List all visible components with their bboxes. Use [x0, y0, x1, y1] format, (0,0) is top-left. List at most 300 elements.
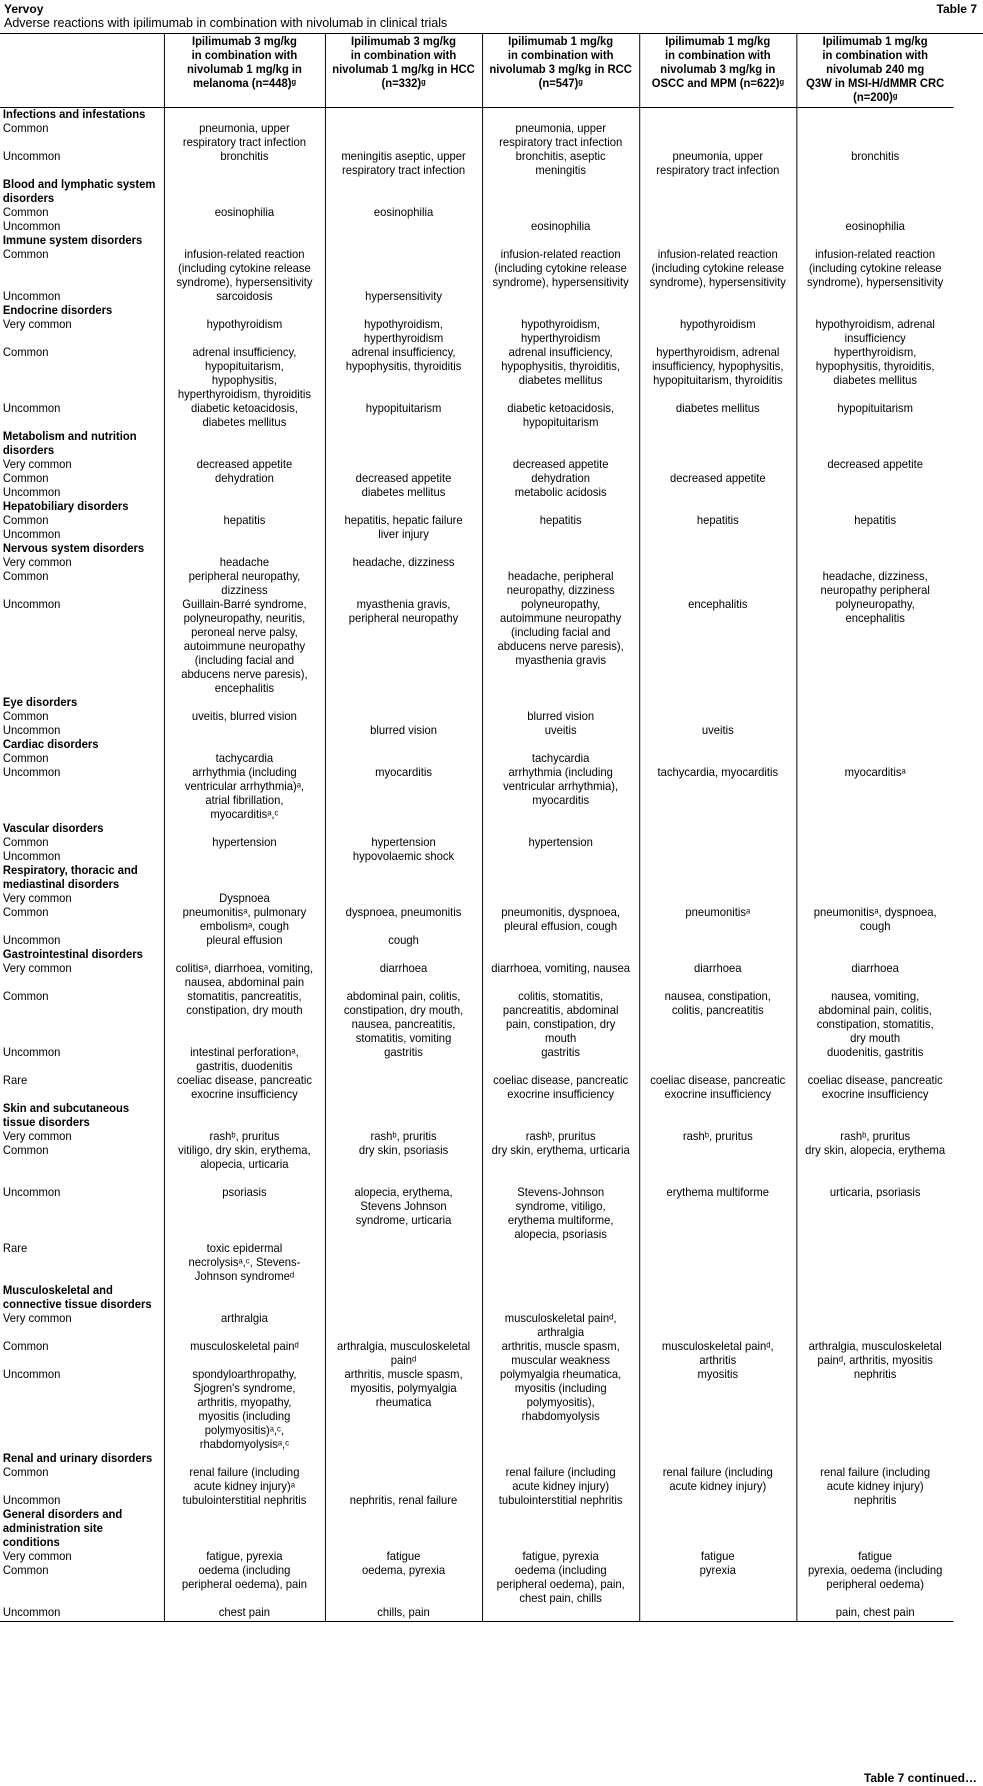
cell-crc: renal failure (including acute kidney injury): [796, 1466, 953, 1494]
frequency-label: Common: [2, 1466, 49, 1479]
cell-rcc: [482, 864, 639, 892]
cell-oscc-mpm: [639, 570, 796, 598]
cell-crc: [796, 1452, 953, 1466]
cell-hcc: [325, 1242, 482, 1284]
cell-rcc: diabetic ketoacidosis, hypopituitarism: [482, 402, 639, 430]
table-row: [0, 514, 954, 528]
table-row: [0, 1144, 954, 1186]
cell-melanoma: uveitis, blurred vision: [164, 710, 325, 724]
cell-oscc-mpm: decreased appetite: [639, 472, 796, 486]
table-row: [0, 906, 954, 934]
cell-oscc-mpm: [639, 1494, 796, 1508]
cell-melanoma: infusion-related reaction (including cytokine release syndrome), hypersensitivity: [164, 248, 325, 290]
section-row: [0, 304, 954, 318]
cell-melanoma: intestinal perforationᵃ, gastritis, duodenitis: [164, 1046, 325, 1074]
frequency-label: Very common: [2, 318, 72, 331]
cell-oscc-mpm: hyperthyroidism, adrenal insufficiency, hypophysitis, hypopituitarism, thyroiditis: [639, 346, 796, 402]
section-row: [0, 108, 954, 123]
section-heading: Metabolism and nutrition disorders: [2, 430, 137, 457]
cell-crc: [796, 178, 953, 206]
frequency-label: Uncommon: [2, 290, 61, 303]
cell-oscc-mpm: renal failure (including acute kidney injury): [639, 1466, 796, 1494]
frequency-label: Very common: [2, 962, 72, 975]
cell-crc: coeliac disease, pancreatic exocrine insufficiency: [796, 1074, 953, 1102]
frequency-label: Common: [2, 472, 49, 485]
cell-hcc: myasthenia gravis, peripheral neuropathy: [325, 598, 482, 696]
cell-oscc-mpm: hypothyroidism: [639, 318, 796, 346]
cell-rcc: dry skin, erythema, urticaria: [482, 1144, 639, 1186]
cell-crc: hypothyroidism, adrenal insufficiency: [796, 318, 953, 346]
cell-crc: fatigue: [796, 1550, 953, 1564]
frequency-label: Uncommon: [2, 402, 61, 415]
cell-oscc-mpm: hepatitis: [639, 514, 796, 528]
cell-rcc: oedema (including peripheral oedema), pain, chest pain, chills: [482, 1564, 639, 1606]
table-row: [0, 766, 954, 822]
cell-crc: [796, 290, 953, 304]
section-row: [0, 822, 954, 836]
table-row: [0, 836, 954, 850]
cell-hcc: [325, 1284, 482, 1312]
cell-oscc-mpm: nausea, constipation, colitis, pancreatitis: [639, 990, 796, 1046]
cell-crc: [796, 724, 953, 738]
frequency-label: Uncommon: [2, 724, 61, 737]
cell-oscc-mpm: uveitis: [639, 724, 796, 738]
cell-hcc: abdominal pain, colitis, constipation, dry mouth, nausea, pancreatitis, stomatitis, vomiting: [325, 990, 482, 1046]
cell-oscc-mpm: encephalitis: [639, 598, 796, 696]
cell-melanoma: bronchitis: [164, 150, 325, 178]
frequency-label: Common: [2, 1144, 49, 1157]
cell-crc: [796, 1284, 953, 1312]
cell-melanoma: [164, 1284, 325, 1312]
cell-hcc: [325, 108, 482, 123]
cell-melanoma: oedema (including peripheral oedema), pain: [164, 1564, 325, 1606]
frequency-label: Uncommon: [2, 220, 61, 233]
cell-rcc: Stevens-Johnson syndrome, vitiligo, erythema multiforme, alopecia, psoriasis: [482, 1186, 639, 1242]
cell-oscc-mpm: [639, 1606, 796, 1622]
cell-hcc: [325, 122, 482, 150]
cell-oscc-mpm: [639, 836, 796, 850]
cell-hcc: [325, 1466, 482, 1494]
cell-melanoma: [164, 542, 325, 556]
cell-crc: [796, 1102, 953, 1130]
cell-crc: [796, 892, 953, 906]
frequency-label: Uncommon: [2, 850, 61, 863]
cell-hcc: gastritis: [325, 1046, 482, 1074]
cell-melanoma: diabetic ketoacidosis, diabetes mellitus: [164, 402, 325, 430]
cell-oscc-mpm: [639, 1144, 796, 1186]
table-row: [0, 934, 954, 948]
cell-oscc-mpm: [639, 206, 796, 220]
frequency-label: Common: [2, 248, 49, 261]
cell-hcc: [325, 1102, 482, 1130]
cell-rcc: pneumonia, upper respiratory tract infection: [482, 122, 639, 150]
cell-melanoma: [164, 500, 325, 514]
section-row: [0, 1508, 954, 1550]
cell-oscc-mpm: [639, 1242, 796, 1284]
cell-crc: myocarditisᵃ: [796, 766, 953, 822]
cell-melanoma: pleural effusion: [164, 934, 325, 948]
cell-crc: [796, 1242, 953, 1284]
cell-hcc: [325, 430, 482, 458]
cell-oscc-mpm: diabetes mellitus: [639, 402, 796, 430]
cell-rcc: [482, 1508, 639, 1550]
frequency-label: Uncommon: [2, 1186, 61, 1199]
cell-rcc: [482, 304, 639, 318]
cell-hcc: rashᵇ, pruritis: [325, 1130, 482, 1144]
frequency-label: Common: [2, 514, 49, 527]
cell-crc: nausea, vomiting, abdominal pain, colitis, constipation, stomatitis, dry mouth: [796, 990, 953, 1046]
table-row: [0, 850, 954, 864]
frequency-label: Uncommon: [2, 150, 61, 163]
cell-crc: pneumonitisᵃ, dyspnoea, cough: [796, 906, 953, 934]
cell-rcc: [482, 542, 639, 556]
table-row: [0, 1186, 954, 1242]
cell-oscc-mpm: [639, 220, 796, 234]
cell-crc: infusion-related reaction (including cytokine release syndrome), hypersensitivity: [796, 248, 953, 290]
cell-oscc-mpm: pyrexia: [639, 1564, 796, 1606]
section-row: [0, 696, 954, 710]
cell-oscc-mpm: [639, 304, 796, 318]
cell-crc: diarrhoea: [796, 962, 953, 990]
cell-hcc: blurred vision: [325, 724, 482, 738]
cell-melanoma: adrenal insufficiency, hypopituitarism, hypophysitis, hyperthyroidism, thyroiditis: [164, 346, 325, 402]
section-row: [0, 1284, 954, 1312]
cell-oscc-mpm: pneumonitisᵃ: [639, 906, 796, 934]
cell-rcc: tachycardia: [482, 752, 639, 766]
cell-hcc: diarrhoea: [325, 962, 482, 990]
cell-hcc: [325, 864, 482, 892]
cell-crc: [796, 472, 953, 486]
section-heading: Blood and lymphatic system disorders: [2, 178, 156, 205]
cell-rcc: diarrhoea, vomiting, nausea: [482, 962, 639, 990]
cell-crc: hyperthyroidism, hypophysitis, thyroiditis, diabetes mellitus: [796, 346, 953, 402]
cell-melanoma: pneumonitisᵃ, pulmonary embolismᵃ, cough: [164, 906, 325, 934]
cell-hcc: eosinophilia: [325, 206, 482, 220]
cell-oscc-mpm: diarrhoea: [639, 962, 796, 990]
frequency-label: Common: [2, 836, 49, 849]
cell-hcc: [325, 304, 482, 318]
cell-oscc-mpm: myositis: [639, 1368, 796, 1452]
cell-oscc-mpm: [639, 892, 796, 906]
section-heading: Cardiac disorders: [2, 738, 99, 751]
cell-rcc: dehydration: [482, 472, 639, 486]
frequency-label: Rare: [2, 1242, 28, 1255]
cell-oscc-mpm: [639, 430, 796, 458]
cell-hcc: dyspnoea, pneumonitis: [325, 906, 482, 934]
cell-oscc-mpm: [639, 178, 796, 206]
frequency-label: Uncommon: [2, 1046, 61, 1059]
cell-rcc: coeliac disease, pancreatic exocrine insufficiency: [482, 1074, 639, 1102]
cell-crc: [796, 948, 953, 962]
cell-melanoma: vitiligo, dry skin, erythema, alopecia, urticaria: [164, 1144, 325, 1186]
cell-oscc-mpm: [639, 486, 796, 500]
section-heading: Hepatobiliary disorders: [2, 500, 129, 513]
section-row: [0, 500, 954, 514]
cell-melanoma: [164, 1102, 325, 1130]
cell-melanoma: [164, 1508, 325, 1550]
cell-rcc: pneumonitis, dyspnoea, pleural effusion, cough: [482, 906, 639, 934]
cell-crc: [796, 206, 953, 220]
table-row: [0, 206, 954, 220]
cell-hcc: hepatitis, hepatic failure: [325, 514, 482, 528]
frequency-label: Very common: [2, 1550, 72, 1563]
frequency-label: Uncommon: [2, 598, 61, 611]
section-row: [0, 234, 954, 248]
table-row: [0, 402, 954, 430]
cell-hcc: adrenal insufficiency, hypophysitis, thyroiditis: [325, 346, 482, 402]
cell-crc: [796, 556, 953, 570]
section-row: [0, 948, 954, 962]
cell-rcc: [482, 892, 639, 906]
section-heading: Renal and urinary disorders: [2, 1452, 153, 1465]
section-heading: Gastrointestinal disorders: [2, 948, 143, 961]
cell-crc: [796, 234, 953, 248]
cell-crc: decreased appetite: [796, 458, 953, 472]
frequency-label: Uncommon: [0, 1606, 164, 1622]
table-row: [0, 122, 954, 150]
cell-hcc: [325, 822, 482, 836]
frequency-label: Very common: [2, 556, 72, 569]
frequency-label: Common: [2, 206, 49, 219]
cell-hcc: [325, 710, 482, 724]
section-row: [0, 1452, 954, 1466]
table-row: [0, 1130, 954, 1144]
cell-crc: hypopituitarism: [796, 402, 953, 430]
cell-oscc-mpm: [639, 290, 796, 304]
table-row: [0, 556, 954, 570]
frequency-label: Very common: [2, 892, 72, 905]
cell-hcc: hypovolaemic shock: [325, 850, 482, 864]
cell-oscc-mpm: tachycardia, myocarditis: [639, 766, 796, 822]
frequency-label: Common: [2, 752, 49, 765]
section-heading: Immune system disorders: [2, 234, 143, 247]
cell-crc: dry skin, alopecia, erythema: [796, 1144, 953, 1186]
cell-oscc-mpm: [639, 948, 796, 962]
table-row: [0, 1368, 954, 1452]
cell-melanoma: [164, 696, 325, 710]
section-row: [0, 864, 954, 892]
section-heading: General disorders and administration site conditions: [2, 1508, 123, 1549]
cell-rcc: [482, 178, 639, 206]
frequency-label: Common: [2, 990, 49, 1003]
frequency-label: Uncommon: [2, 1494, 61, 1507]
cell-melanoma: hepatitis: [164, 514, 325, 528]
cell-melanoma: arrhythmia (including ventricular arrhythmia)ᵃ, atrial fibrillation, myocarditisᵃ,ᶜ: [164, 766, 325, 822]
cell-crc: rashᵇ, pruritus: [796, 1130, 953, 1144]
cell-melanoma: Guillain-Barré syndrome, polyneuropathy, neuritis, peroneal nerve palsy, autoimmune neuropathy (including facial and abducens nerve paresis), encephalitis: [164, 598, 325, 696]
cell-oscc-mpm: [639, 542, 796, 556]
cell-hcc: [325, 738, 482, 752]
cell-oscc-mpm: erythema multiforme: [639, 1186, 796, 1242]
cell-rcc: eosinophilia: [482, 220, 639, 234]
cell-crc: [796, 850, 953, 864]
section-heading: Musculoskeletal and connective tissue disorders: [2, 1284, 152, 1311]
cell-hcc: diabetes mellitus: [325, 486, 482, 500]
cell-rcc: fatigue, pyrexia: [482, 1550, 639, 1564]
cell-oscc-mpm: [639, 1102, 796, 1130]
cell-oscc-mpm: [639, 1312, 796, 1340]
cell-hcc: [325, 542, 482, 556]
table-row: [0, 1550, 954, 1564]
cell-hcc: [325, 234, 482, 248]
cell-melanoma: [164, 948, 325, 962]
cell-melanoma: [164, 528, 325, 542]
cell-hcc: [325, 1452, 482, 1466]
cell-oscc-mpm: [639, 752, 796, 766]
cell-rcc: [482, 822, 639, 836]
cell-melanoma: rashᵇ, pruritus: [164, 1130, 325, 1144]
header-cell-oscc-mpm: Ipilimumab 1 mg/kg in combination with nivolumab 3 mg/kg in OSCC and MPM (n=622)ᵍ: [639, 34, 796, 108]
cell-hcc: [325, 752, 482, 766]
cell-crc: urticaria, psoriasis: [796, 1186, 953, 1242]
cell-crc: [796, 738, 953, 752]
cell-hcc: liver injury: [325, 528, 482, 542]
cell-crc: pyrexia, oedema (including peripheral oedema): [796, 1564, 953, 1606]
section-row: [0, 542, 954, 556]
frequency-label: Common: [2, 570, 49, 583]
cell-hcc: [325, 570, 482, 598]
cell-oscc-mpm: [639, 850, 796, 864]
cell-rcc: polymyalgia rheumatica, myositis (including polymyositis), rhabdomyolysis: [482, 1368, 639, 1452]
cell-melanoma: hypertension: [164, 836, 325, 850]
cell-rcc: metabolic acidosis: [482, 486, 639, 500]
cell-crc: [796, 122, 953, 150]
cell-oscc-mpm: [639, 234, 796, 248]
cell-crc: duodenitis, gastritis: [796, 1046, 953, 1074]
cell-crc: [796, 864, 953, 892]
cell-crc: [796, 486, 953, 500]
section-row: [0, 738, 954, 752]
cell-melanoma: spondyloarthropathy, Sjogren's syndrome, arthritis, myopathy, myositis (including polymyositis)ᵃ,ᶜ, rhabdomyolysisᵃ,ᶜ: [164, 1368, 325, 1452]
frequency-label: Common: [2, 346, 49, 359]
cell-hcc: [325, 248, 482, 290]
frequency-label: Very common: [2, 1130, 72, 1143]
cell-rcc: [482, 1242, 639, 1284]
cell-melanoma: [164, 220, 325, 234]
cell-rcc: [482, 850, 639, 864]
header-cell-hcc: Ipilimumab 3 mg/kg in combination with nivolumab 1 mg/kg in HCC (n=332)ᵍ: [325, 34, 482, 108]
table-row: [0, 1340, 954, 1368]
cell-crc: headache, dizziness, neuropathy peripheral: [796, 570, 953, 598]
cell-rcc: [482, 556, 639, 570]
cell-oscc-mpm: pneumonia, upper respiratory tract infection: [639, 150, 796, 178]
cell-oscc-mpm: [639, 822, 796, 836]
cell-hcc: [325, 892, 482, 906]
table-row: [0, 598, 954, 696]
table-row: [0, 1494, 954, 1508]
cell-melanoma: [164, 864, 325, 892]
cell-oscc-mpm: [639, 1046, 796, 1074]
section-row: [0, 178, 954, 206]
cell-melanoma: colitisᵃ, diarrhoea, vomiting, nausea, abdominal pain: [164, 962, 325, 990]
cell-melanoma: headache: [164, 556, 325, 570]
cell-crc: [796, 1312, 953, 1340]
cell-hcc: hypopituitarism: [325, 402, 482, 430]
table-row: [0, 528, 954, 542]
table-row: [0, 458, 954, 472]
cell-melanoma: [164, 108, 325, 123]
cell-melanoma: arthralgia: [164, 1312, 325, 1340]
cell-rcc: [482, 934, 639, 948]
cell-rcc: [482, 528, 639, 542]
frequency-label: Very common: [2, 458, 72, 471]
cell-rcc: [482, 234, 639, 248]
frequency-label: Common: [2, 1564, 49, 1577]
cell-melanoma: Dyspnoea: [164, 892, 325, 906]
cell-oscc-mpm: [639, 1508, 796, 1550]
section-row: [0, 1102, 954, 1130]
table-row: [0, 1312, 954, 1340]
cell-hcc: [325, 948, 482, 962]
cell-rcc: [482, 108, 639, 123]
cell-rcc: musculoskeletal painᵈ, arthralgia: [482, 1312, 639, 1340]
cell-rcc: [482, 738, 639, 752]
cell-oscc-mpm: fatigue: [639, 1550, 796, 1564]
section-heading: Vascular disorders: [2, 822, 104, 835]
cell-crc: [796, 528, 953, 542]
header-cell-melanoma: Ipilimumab 3 mg/kg in combination with nivolumab 1 mg/kg in melanoma (n=448)ᵍ: [164, 34, 325, 108]
table-row: [0, 752, 954, 766]
cell-oscc-mpm: coeliac disease, pancreatic exocrine insufficiency: [639, 1074, 796, 1102]
cell-rcc: [482, 1606, 639, 1622]
cell-oscc-mpm: [639, 1452, 796, 1466]
table-row: [0, 220, 954, 234]
cell-crc: [796, 696, 953, 710]
frequency-label: Uncommon: [2, 766, 61, 779]
frequency-label: Common: [2, 906, 49, 919]
cell-melanoma: [164, 304, 325, 318]
cell-melanoma: tachycardia: [164, 752, 325, 766]
cell-melanoma: dehydration: [164, 472, 325, 486]
cell-rcc: rashᵇ, pruritus: [482, 1130, 639, 1144]
cell-rcc: [482, 500, 639, 514]
cell-rcc: [482, 206, 639, 220]
frequency-label: Very common: [2, 1312, 72, 1325]
cell-oscc-mpm: [639, 556, 796, 570]
cell-melanoma: [164, 430, 325, 458]
cell-hcc: hypothyroidism, hyperthyroidism: [325, 318, 482, 346]
cell-melanoma: coeliac disease, pancreatic exocrine insufficiency: [164, 1074, 325, 1102]
cell-melanoma: [164, 234, 325, 248]
frequency-label: Rare: [2, 1074, 28, 1087]
cell-melanoma: toxic epidermal necrolysisᵃ,ᶜ, Stevens- Johnson syndromeᵈ: [164, 1242, 325, 1284]
cell-crc: hepatitis: [796, 514, 953, 528]
table-row: [0, 710, 954, 724]
table-row: [0, 990, 954, 1046]
cell-crc: nephritis: [796, 1494, 953, 1508]
cell-hcc: [325, 1508, 482, 1550]
cell-melanoma: sarcoidosis: [164, 290, 325, 304]
section-heading: Skin and subcutaneous tissue disorders: [2, 1102, 130, 1129]
cell-hcc: [325, 1312, 482, 1340]
table-row: [0, 724, 954, 738]
frequency-label: Uncommon: [2, 1368, 61, 1381]
adverse-reactions-table: [0, 34, 954, 1622]
cell-melanoma: pneumonia, upper respiratory tract infection: [164, 122, 325, 150]
table-row: [0, 1242, 954, 1284]
frequency-label: Uncommon: [2, 486, 61, 499]
cell-hcc: [325, 500, 482, 514]
cell-crc: pain, chest pain: [796, 1606, 953, 1622]
cell-oscc-mpm: rashᵇ, pruritus: [639, 1130, 796, 1144]
cell-melanoma: peripheral neuropathy, dizziness: [164, 570, 325, 598]
cell-crc: [796, 430, 953, 458]
table-row: [0, 1046, 954, 1074]
cell-crc: eosinophilia: [796, 220, 953, 234]
table-row: [0, 150, 954, 178]
cell-hcc: headache, dizziness: [325, 556, 482, 570]
cell-crc: [796, 822, 953, 836]
